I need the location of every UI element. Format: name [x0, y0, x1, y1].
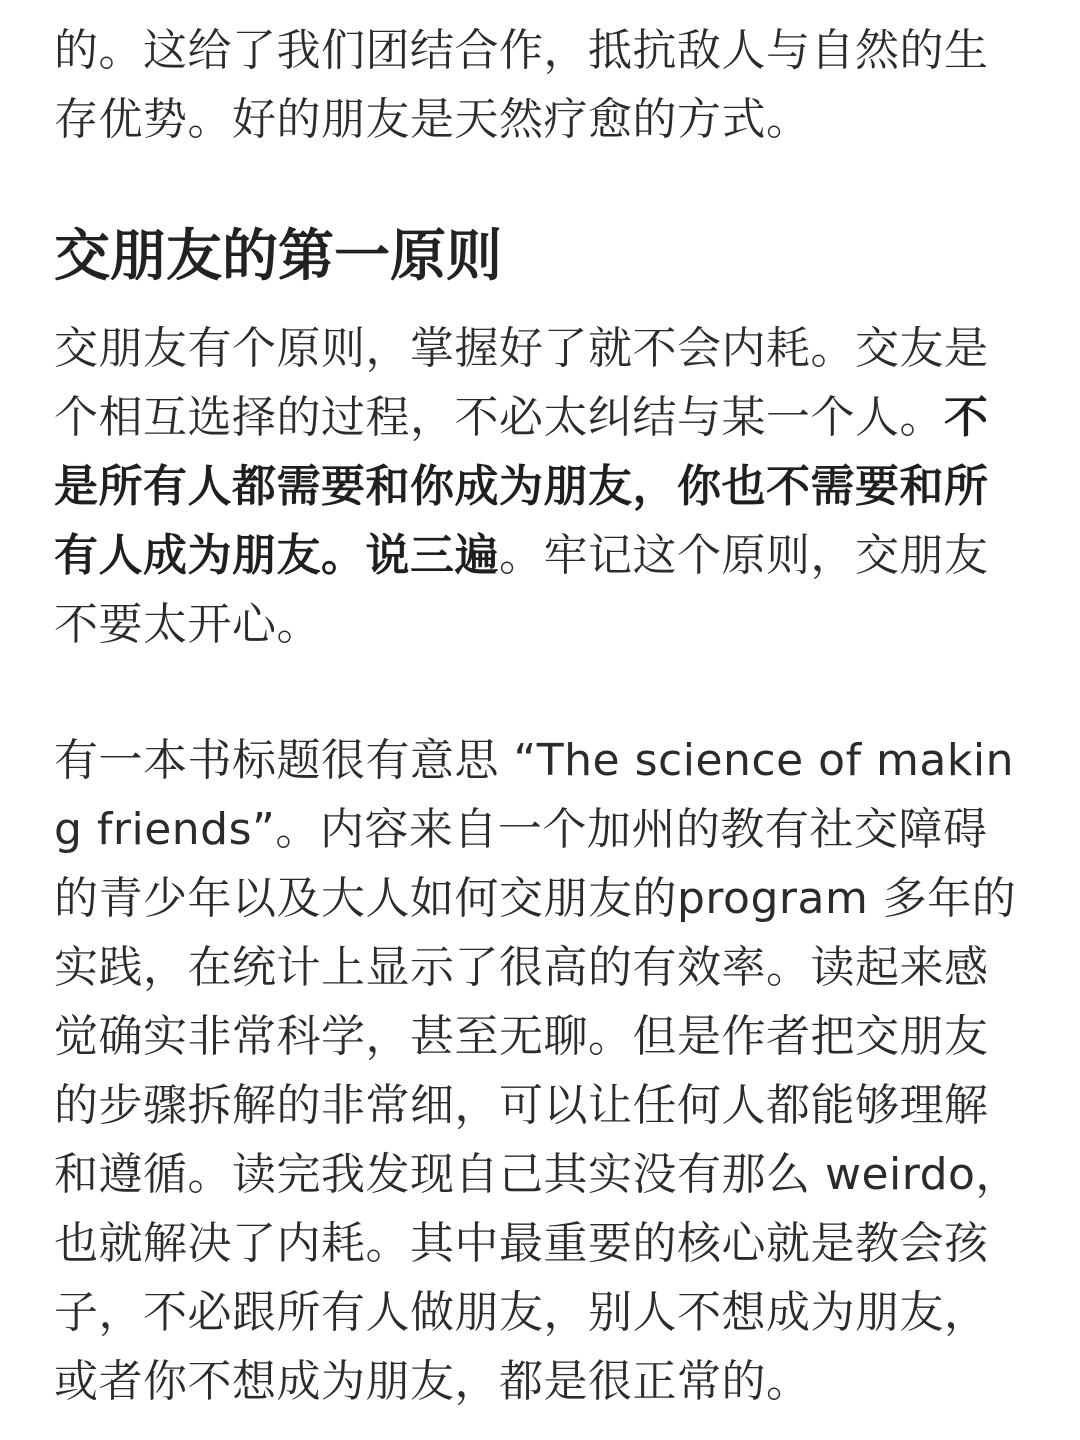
rule-bold-emphasis: 不是所有人都需要和你成为朋友，你也不需要和所有人成为朋友。说三遍 — [54, 392, 989, 581]
section-heading: 交朋友的第一原则 — [54, 224, 502, 289]
intro-paragraph: 的。这给了我们团结合作，抵抗敌人与自然的生存优势。好的朋友是天然疗愈的方式。 — [54, 25, 989, 145]
rule-text-after: 。牢记这个原则，交朋友不要太开心。 — [54, 530, 989, 650]
book-paragraph: 有一本书标题很有意思 “The science of making friends”。内容来自一个加州的教有社交障碍的青少年以及大人如何交朋友的program 多年的实践，在统计上显示了很高的有效率。读起来感觉确实非常科学，甚至无聊。但是作者把交朋友的步骤拆解的非常细，可以让任何人都能够理解和遵循。读完我发现自己其实没有那么 weirdo，也就解决了内耗。其中最重要的核心就是教会孩子，不必跟所有人做朋友，别人不想成为朋友，或者你不想成为朋友，都是很正常的。 — [54, 735, 1020, 1407]
rule-text-before: 交朋友有个原则，掌握好了就不会内耗。交友是个相互选择的过程，不必太纠结与某一个人。 — [54, 323, 989, 443]
rule-paragraph — [54, 314, 1026, 659]
